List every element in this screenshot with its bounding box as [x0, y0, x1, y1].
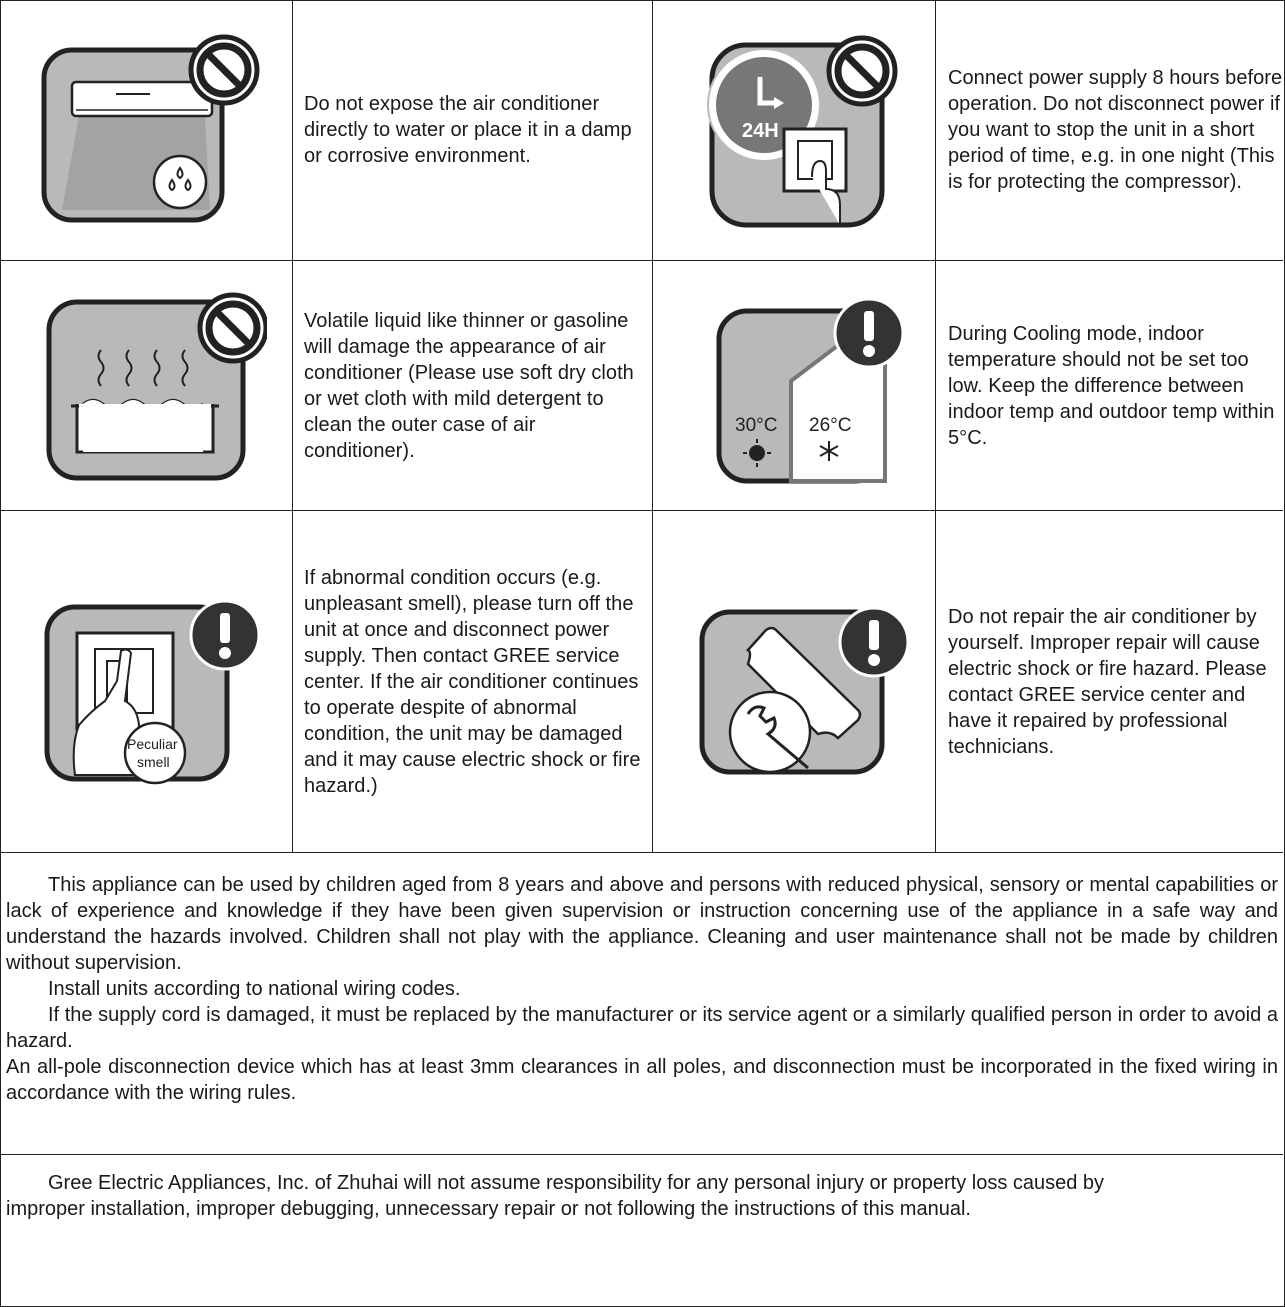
temperature-illustration: [653, 261, 935, 510]
prohibition-icon: [829, 38, 895, 104]
peculiar-smell-illustration: [1, 511, 292, 852]
instruction-text: Do not repair the air conditioner by yourself. Improper repair will cause electric shock or fire hazard. Please contact GREE service center and have it repaired by professional technicians.: [948, 605, 1267, 758]
warning-icon: [840, 608, 908, 676]
paragraph: If the supply cord is damaged, it must be replaced by the manufacturer or its service agent or a similarly qualified person in order to avoid a hazard.: [6, 1004, 1278, 1052]
instruction-text: If abnormal condition occurs (e.g. unpleasant smell), please turn off the unit at once and disconnect power supply. Then contact GREE service center. If the air conditioner continues to operate despite of abnormal condition, the unit may be damaged and it may cause electric shock or fire hazard.): [304, 566, 641, 797]
prohibition-icon: [191, 37, 257, 103]
repair-illustration: [653, 511, 935, 852]
instruction-text: During Cooling mode, indoor temperature should not be set too low. Keep the difference between indoor temp and outdoor temp within 5°C.: [948, 322, 1275, 449]
volatile-liquid-illustration: [1, 261, 292, 510]
paragraph: An all-pole disconnection device which has at least 3mm clearances in all poles, and disconnection must be incorporated in the fixed wiring in accordance with the wiring rules.: [6, 1056, 1278, 1104]
paragraph: Install units according to national wiring codes.: [48, 978, 461, 1000]
instruction-text: Do not expose the air conditioner directly to water or place it in a damp or corrosive environment.: [304, 93, 632, 167]
svg-text:26°C: 26°C: [809, 414, 852, 436]
svg-text:30°C: 30°C: [735, 414, 778, 436]
column-divider: [292, 0, 293, 852]
svg-text:smell: smell: [136, 753, 170, 770]
power-24h-illustration: [653, 0, 935, 260]
ac-water-illustration: [1, 0, 292, 260]
warning-icon: [191, 601, 259, 669]
svg-text:24H: 24H: [742, 120, 779, 142]
safety-notice: [0, 852, 1283, 1155]
warning-icon: [835, 299, 903, 367]
column-divider: [935, 0, 936, 852]
liability-disclaimer: Gree Electric Appliances, Inc. of Zhuhai will not assume responsibility for any personal injury or property loss caused by improper installation, improper debugging, unnecessary repair or not following the instructions of this manual.: [6, 1172, 1105, 1220]
svg-text:Peculiar: Peculiar: [126, 735, 178, 752]
instruction-text: Connect power supply 8 hours before operation. Do not disconnect power if you want to stop the unit in a short period of time, e.g. in one night (This is for protecting the compressor).: [948, 67, 1283, 193]
instruction-text: Volatile liquid like thinner or gasoline will damage the appearance of air conditioner (Please use soft dry cloth or wet cloth with mild detergent to clean the outer case of air conditioner).: [304, 309, 634, 462]
paragraph: This appliance can be used by children aged from 8 years and above and persons with reduced physical, sensory or mental capabilities or lack of experience and knowledge if they have been given supervision or instruction concerning use of the appliance in a safe way and understand the hazards involved. Children shall not play with the appliance. Cleaning and user maintenance shall not be made by children without supervision.: [6, 874, 1278, 974]
prohibition-icon: [200, 295, 266, 361]
